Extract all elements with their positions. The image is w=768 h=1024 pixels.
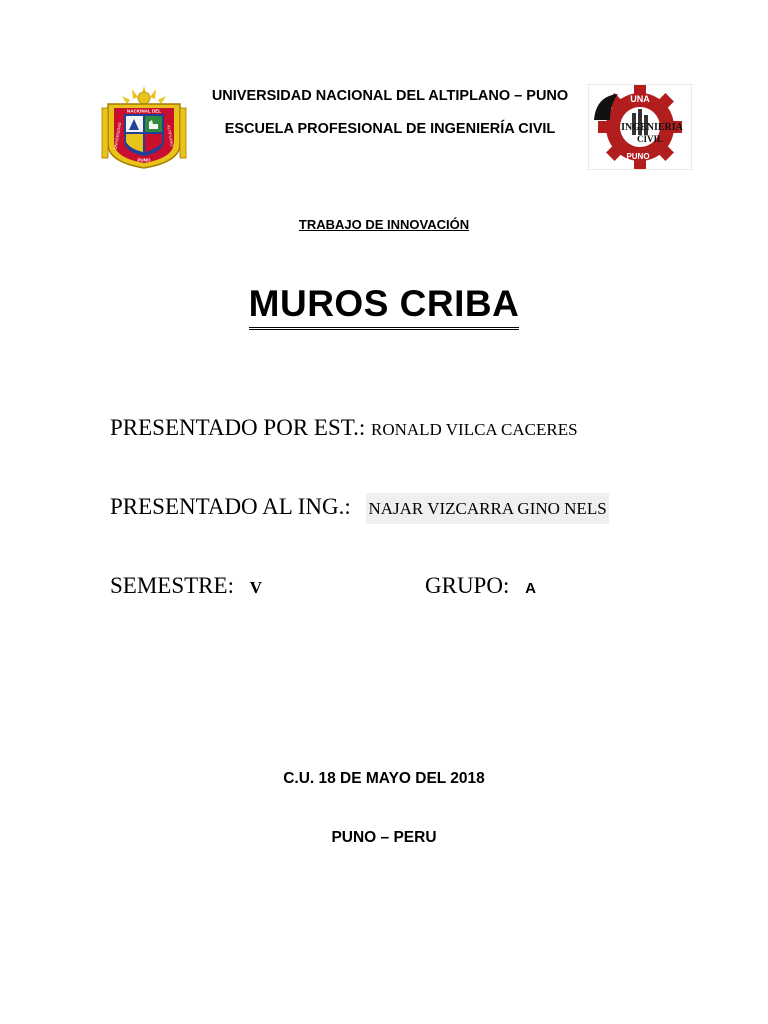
document-type: TRABAJO DE INNOVACIÓN (298, 217, 470, 232)
svg-text:PUNO: PUNO (626, 152, 650, 161)
teacher-value: NAJAR VIZCARRA GINO NELS (366, 493, 608, 524)
student-label: PRESENTADO POR EST.: (110, 415, 366, 440)
semester-value: V (249, 578, 262, 597)
place-line: PUNO – PERU (331, 829, 437, 846)
document-title: MUROS CRIBA (249, 282, 520, 330)
svg-text:CIVIL: CIVIL (636, 134, 664, 144)
civil-engineering-logo (588, 84, 692, 170)
civil-engineering-gear-icon (588, 84, 692, 170)
semester-label: SEMESTRE: (110, 573, 234, 598)
university-crest-logo (100, 84, 188, 170)
teacher-field (110, 494, 609, 520)
semester-field (110, 573, 262, 599)
svg-text:INGENIERIA: INGENIERIA (621, 122, 683, 133)
group-label: GRUPO: (425, 573, 510, 598)
group-field (425, 573, 536, 599)
title-container (0, 282, 768, 330)
svg-text:PUNO: PUNO (137, 157, 151, 163)
student-field (110, 415, 578, 441)
teacher-label: PRESENTADO AL ING.: (110, 494, 351, 519)
group-value: A (525, 580, 536, 597)
svg-text:UNA: UNA (630, 94, 650, 104)
university-name: UNIVERSIDAD NACIONAL DEL ALTIPLANO – PUNO (211, 88, 569, 104)
date-line: C.U. 18 DE MAYO DEL 2018 (283, 770, 485, 787)
svg-text:UNIVERSIDAD: UNIVERSIDAD (112, 121, 123, 150)
student-value: RONALD VILCA CACERES (371, 420, 578, 439)
university-crest-icon (100, 84, 188, 170)
svg-text:ALTIPLANO: ALTIPLANO (166, 124, 175, 147)
school-name: ESCUELA PROFESIONAL DE INGENIERÍA CIVIL (224, 121, 556, 137)
svg-text:NACIONAL DEL: NACIONAL DEL (127, 108, 161, 114)
